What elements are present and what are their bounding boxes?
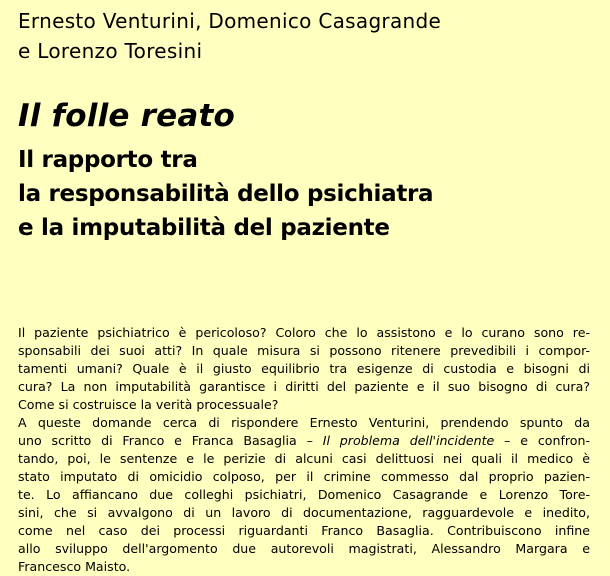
authors-line-2: e Lorenzo Toresini — [18, 39, 203, 63]
blurb-text — [18, 324, 590, 576]
cited-work-title: Il problema dell'incidente — [322, 433, 495, 448]
book-subtitle — [18, 143, 433, 245]
subtitle-line-2: la responsabilità dello psichiatra — [18, 181, 434, 207]
blurb-text-fragment: – e confron- — [494, 433, 591, 448]
blurb-line: allo sviluppo dell'argomento due autorevoli magistrati, Alessandro Margara e — [18, 541, 590, 556]
blurb-line: tando, poi, le sentenze e le perizie di alcuni casi delittuosi nei quali il medico è — [18, 451, 590, 466]
book-title: Il folle reato — [18, 98, 235, 134]
blurb-line: te. Lo affiancano due colleghi psichiatri, Domenico Casagrande e Lorenzo Tore- — [18, 487, 590, 502]
blurb-line: A queste domande cerca di rispondere Ernesto Venturini, prendendo spunto da — [18, 415, 590, 430]
authors — [18, 6, 598, 66]
blurb-line: sini, che si avvalgono di un lavoro di documentazione, ragguardevole e inedito, — [18, 505, 590, 520]
blurb-line-with-citation — [18, 432, 590, 450]
blurb-paragraph-1 — [18, 324, 590, 414]
authors-line-1: Ernesto Venturini, Domenico Casagrande — [18, 9, 442, 33]
blurb-paragraph-2 — [18, 414, 590, 576]
blurb-line: stato imputato di omicidio colposo, per il crimine commesso dal proprio pazien- — [18, 469, 590, 484]
blurb-line: cura? La non imputabilità garantisce i diritti del paziente e il suo bisogno di cura? — [18, 379, 590, 394]
subtitle-line-3: e la imputabilità del paziente — [18, 215, 390, 241]
blurb-text-fragment: uno scritto di Franco e Franca Basaglia – — [18, 433, 323, 448]
blurb-line: come nel caso dei processi riguardanti Franco Basaglia. Contribuiscono infine — [18, 523, 590, 538]
blurb-line: Il paziente psichiatrico è pericoloso? Coloro che lo assistono e lo curano sono re- — [18, 325, 590, 340]
blurb-line: sponsabili dei suoi atti? In quale misura si possono ritenere prevedibili i compor- — [18, 343, 590, 358]
blurb-line: Come si costruisce la verità processuale? — [18, 397, 279, 412]
subtitle-line-1: Il rapporto tra — [18, 147, 198, 173]
blurb-line: Francesco Maisto. — [18, 559, 131, 574]
blurb-line: tamenti umani? Quale è il giusto equilibrio tra esigenze di custodia e bisogni di — [18, 361, 590, 376]
